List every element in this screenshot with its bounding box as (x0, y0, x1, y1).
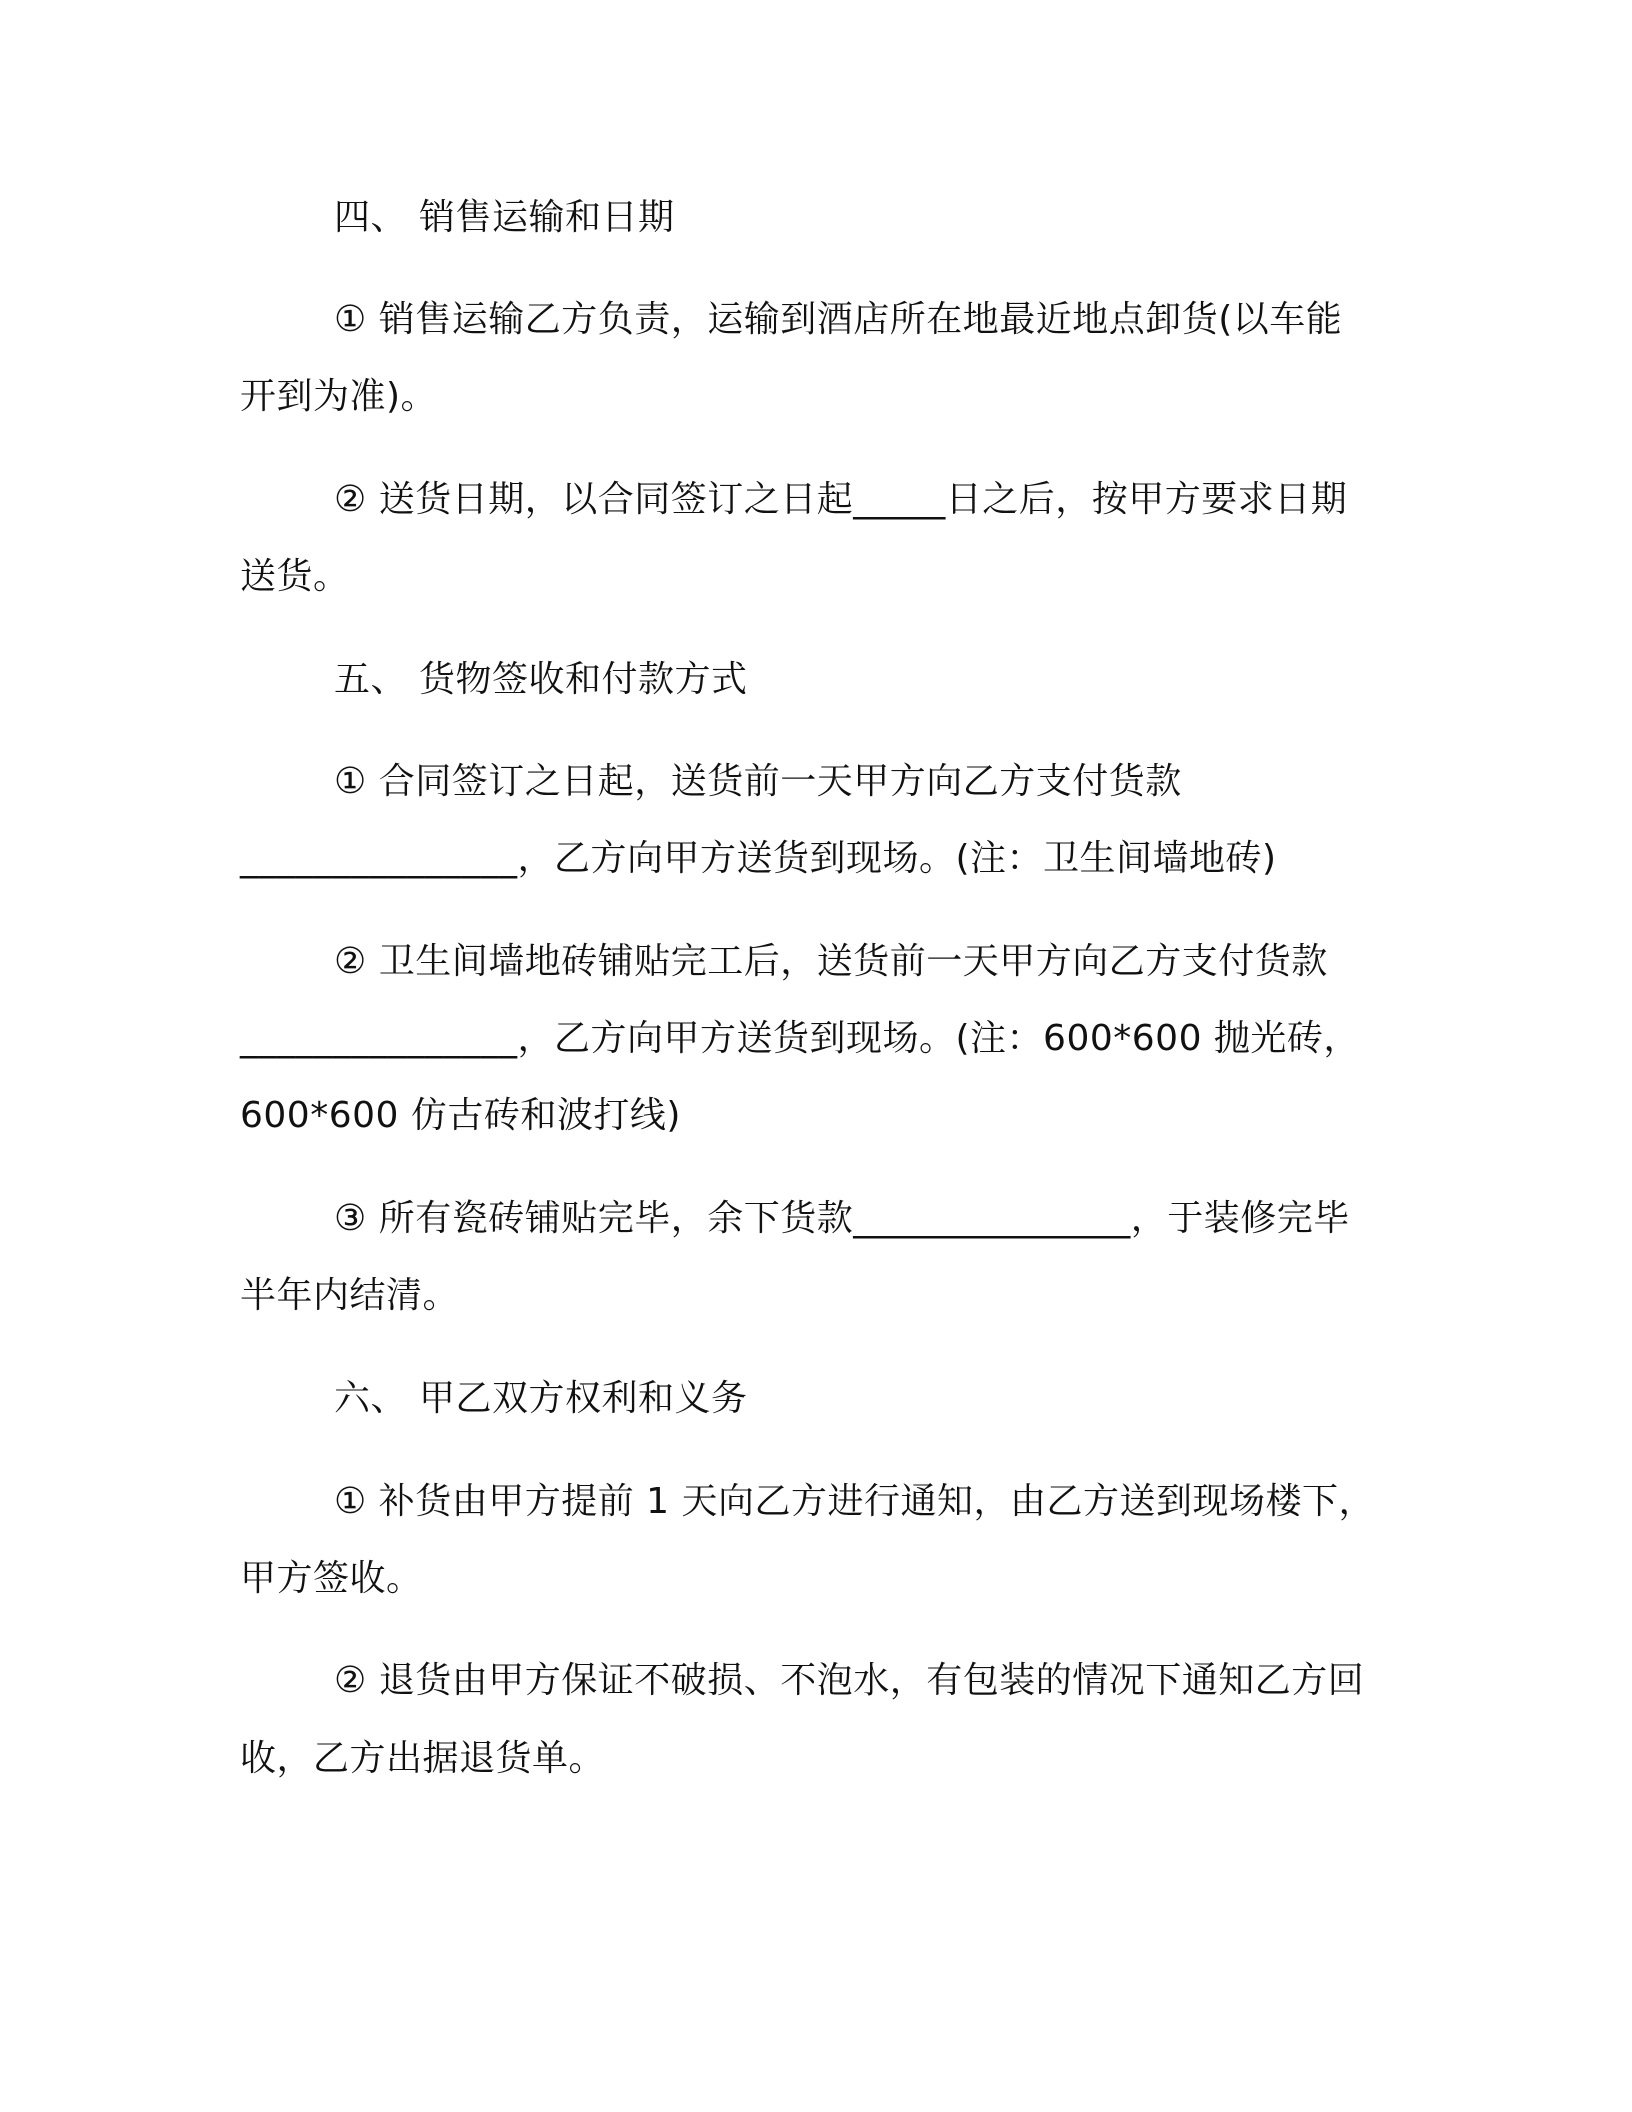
clause-5-2-line-1: ② 卫生间墙地砖铺贴完工后，送货前一天甲方向乙方支付货款 (334, 941, 1328, 982)
clause-5-1-line-2: _______________，乙方向甲方送货到现场。(注：卫生间墙地砖) (240, 838, 1277, 879)
clause-5-3-line-2: 半年内结清。 (240, 1275, 460, 1316)
clause-5-2-line-2: _______________，乙方向甲方送货到现场。(注：600*600 抛光砖， (240, 1018, 1360, 1059)
clause-6-1-line-2: 甲方签收。 (240, 1558, 423, 1599)
clause-5-1-line-1: ① 合同签订之日起，送货前一天甲方向乙方支付货款 (334, 761, 1182, 802)
section-heading-4: 四、 销售运输和日期 (334, 197, 675, 238)
clause-5-2-line-3: 600*600 仿古砖和波打线) (240, 1095, 681, 1136)
clause-4-1-line-1: ① 销售运输乙方负责，运输到酒店所在地最近地点卸货(以车能 (334, 299, 1343, 340)
clause-6-2-line-2: 收，乙方出据退货单。 (240, 1738, 606, 1779)
section-heading-6: 六、 甲乙双方权利和义务 (334, 1378, 748, 1419)
clause-4-2-line-1: ② 送货日期，以合同签订之日起_____日之后，按甲方要求日期 (334, 479, 1348, 520)
clause-6-1-line-1: ① 补货由甲方提前 1 天向乙方进行通知，由乙方送到现场楼下， (334, 1481, 1376, 1522)
section-heading-5: 五、 货物签收和付款方式 (334, 659, 748, 700)
clause-4-1-line-2: 开到为准)。 (240, 376, 438, 417)
clause-4-2-line-2: 送货。 (240, 556, 350, 597)
clause-5-3-line-1: ③ 所有瓷砖铺贴完毕，余下货款_______________，于装修完毕 (334, 1198, 1350, 1239)
clause-6-2-line-1: ② 退货由甲方保证不破损、不泡水，有包装的情况下通知乙方回 (334, 1660, 1365, 1701)
